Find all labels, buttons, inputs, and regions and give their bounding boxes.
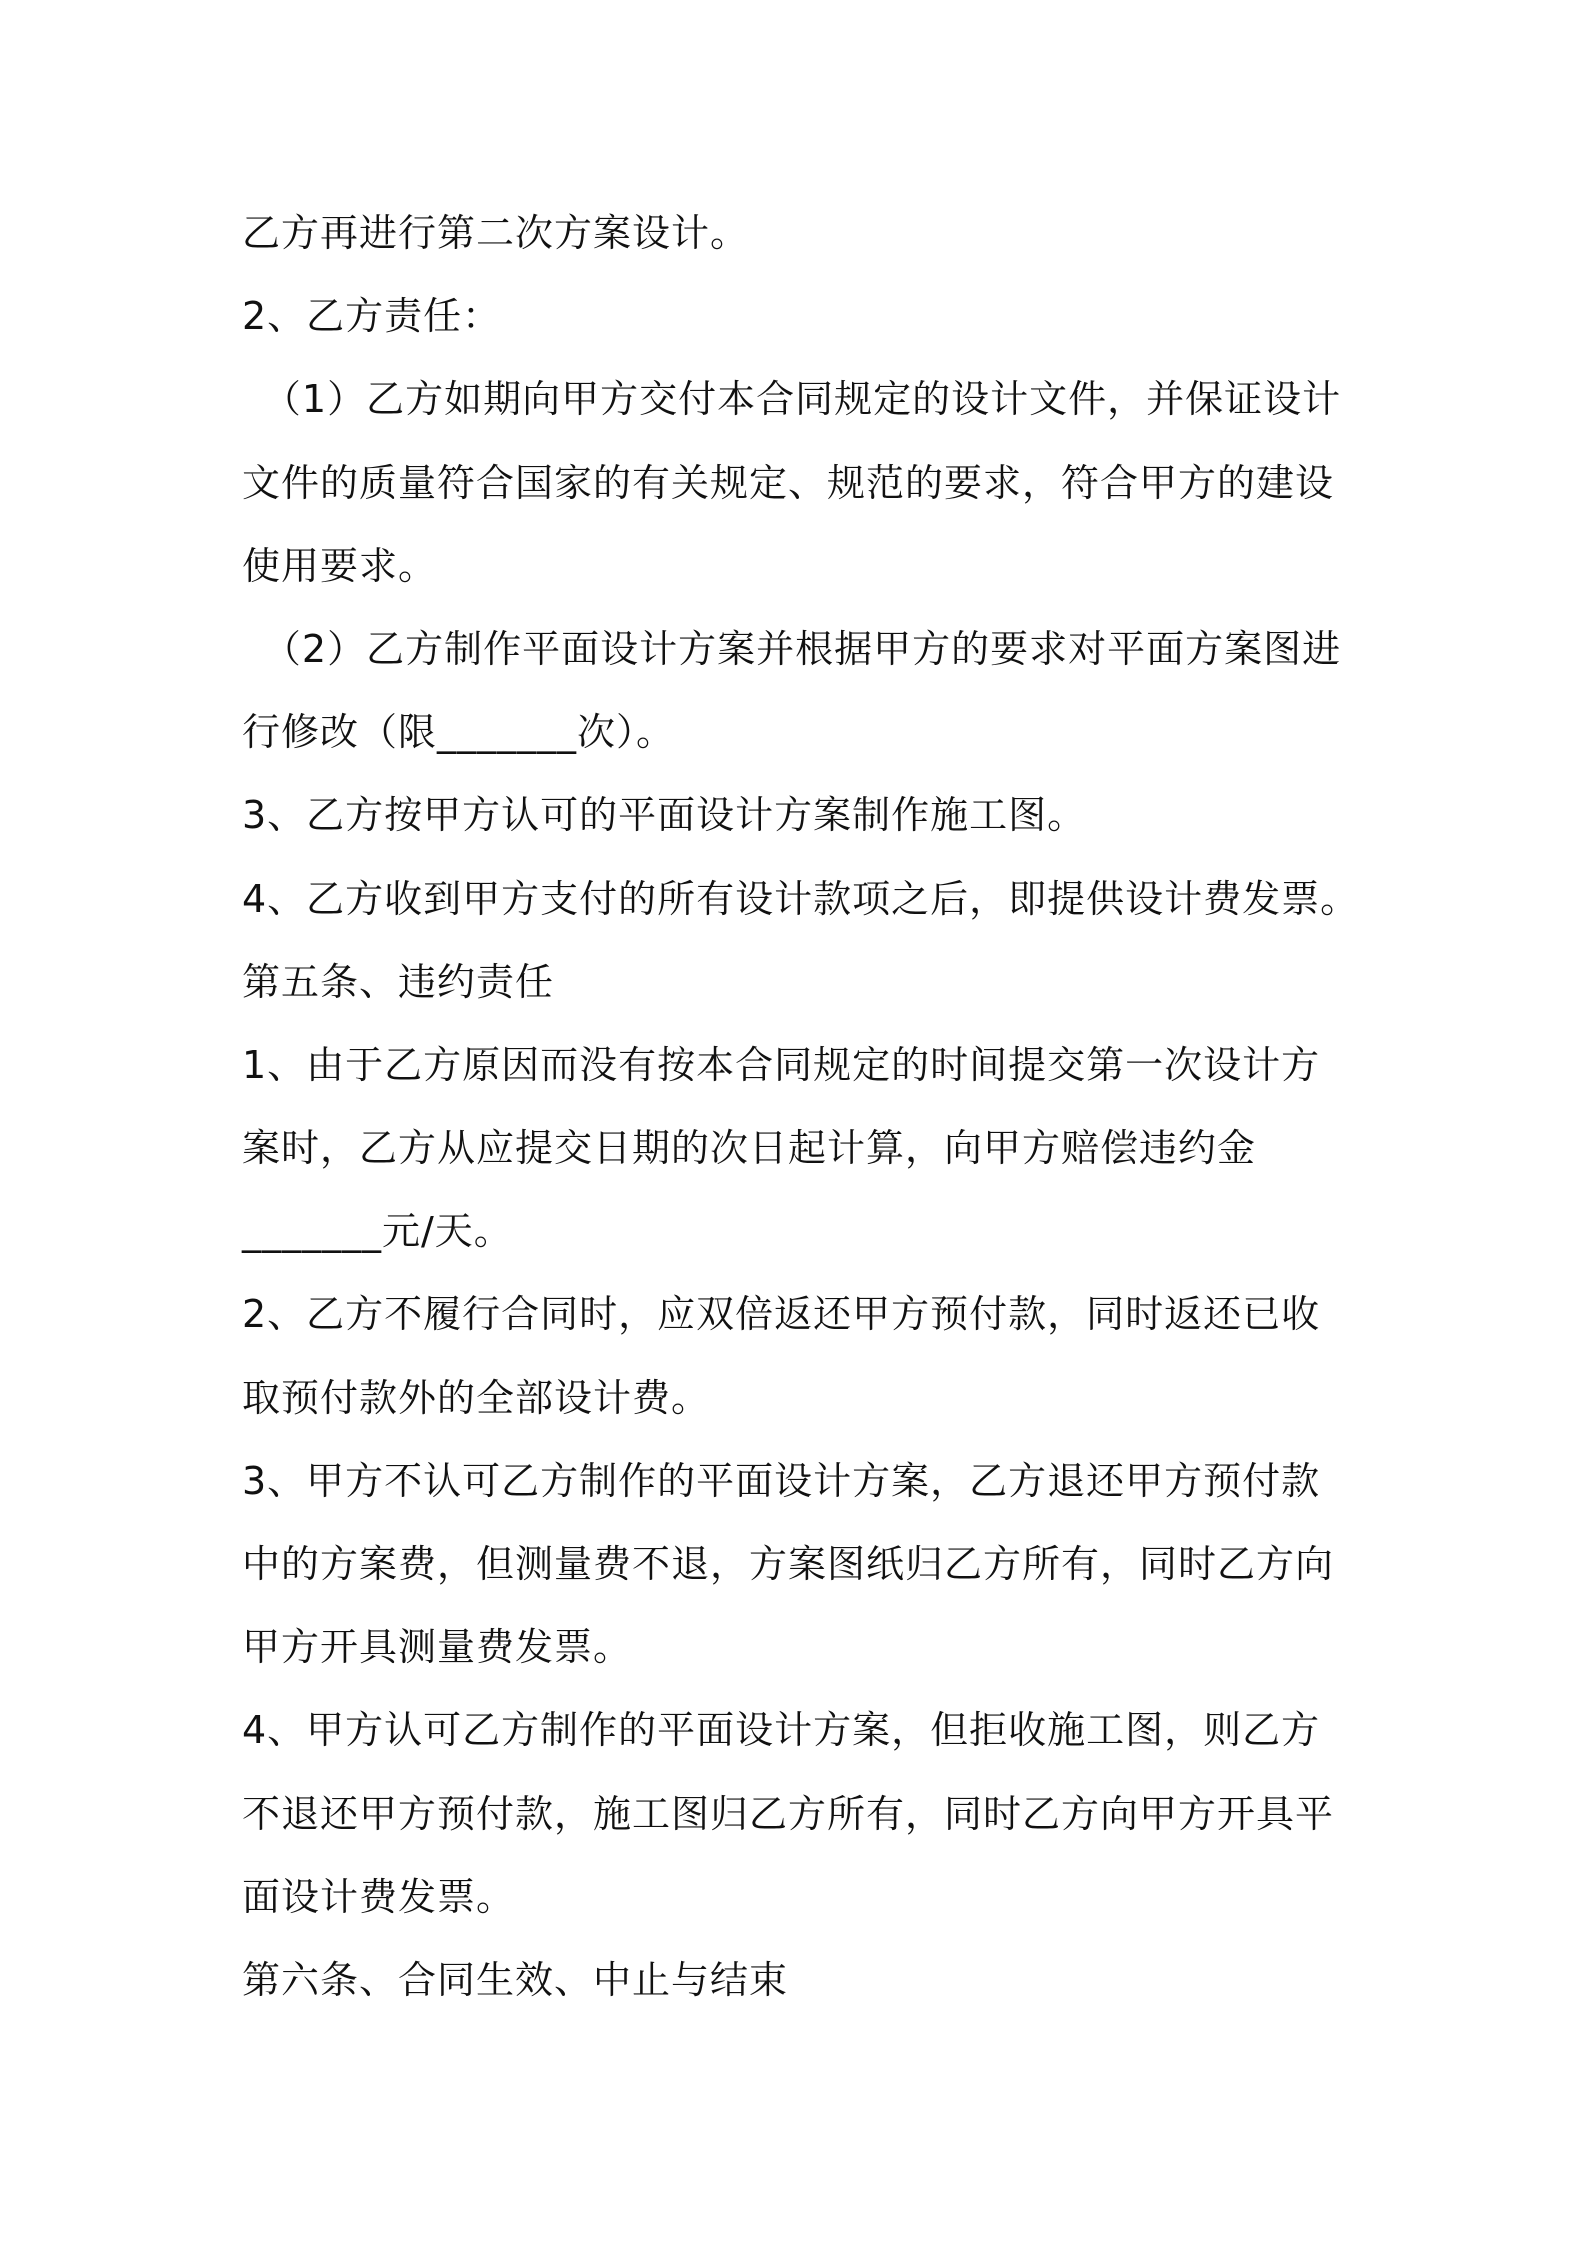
text-line: （1）乙方如期向甲方交付本合同规定的设计文件，并保证设计 (262, 377, 1342, 422)
text-line: 不退还甲方预付款，施工图归乙方所有，同时乙方向甲方开具平 (242, 1791, 1335, 1836)
text-line: 2、乙方不履行合同时，应双倍返还甲方预付款，同时返还已收 (242, 1292, 1321, 1337)
text-line: 取预付款外的全部设计费。 (242, 1375, 711, 1420)
text-line: 4、甲方认可乙方制作的平面设计方案，但拒收施工图，则乙方 (242, 1708, 1321, 1753)
text-line: 文件的质量符合国家的有关规定、规范的要求，符合甲方的建设 (242, 460, 1335, 505)
text-line: 行修改（限_______次）。 (242, 710, 676, 755)
text-line: 中的方案费，但测量费不退，方案图纸归乙方所有，同时乙方向 (242, 1542, 1335, 1586)
text-line: 4、乙方收到甲方支付的所有设计款项之后，即提供设计费发票。 (242, 876, 1360, 921)
document-body (242, 192, 1362, 2022)
text-line: 3、乙方按甲方认可的平面设计方案制作施工图。 (242, 793, 1087, 838)
text-line: 使用要求。 (242, 543, 438, 588)
section-heading: 2、乙方责任： (242, 294, 502, 339)
text-line: 3、甲方不认可乙方制作的平面设计方案，乙方退还甲方预付款 (242, 1458, 1321, 1503)
text-line: 1、由于乙方原因而没有按本合同规定的时间提交第一次设计方 (242, 1042, 1321, 1087)
text-line: 案时，乙方从应提交日期的次日起计算，向甲方赔偿违约金 (242, 1126, 1257, 1171)
text-line: _______元/天。 (242, 1209, 513, 1254)
text-line: 面设计费发票。 (242, 1874, 516, 1919)
text-line: 甲方开具测量费发票。 (242, 1625, 633, 1670)
text-line: （2）乙方制作平面设计方案并根据甲方的要求对平面方案图进 (262, 626, 1342, 671)
article-heading: 第五条、违约责任 (242, 959, 555, 1004)
text-line: 乙方再进行第二次方案设计。 (242, 211, 750, 255)
article-heading: 第六条、合同生效、中止与结束 (242, 1957, 789, 2002)
